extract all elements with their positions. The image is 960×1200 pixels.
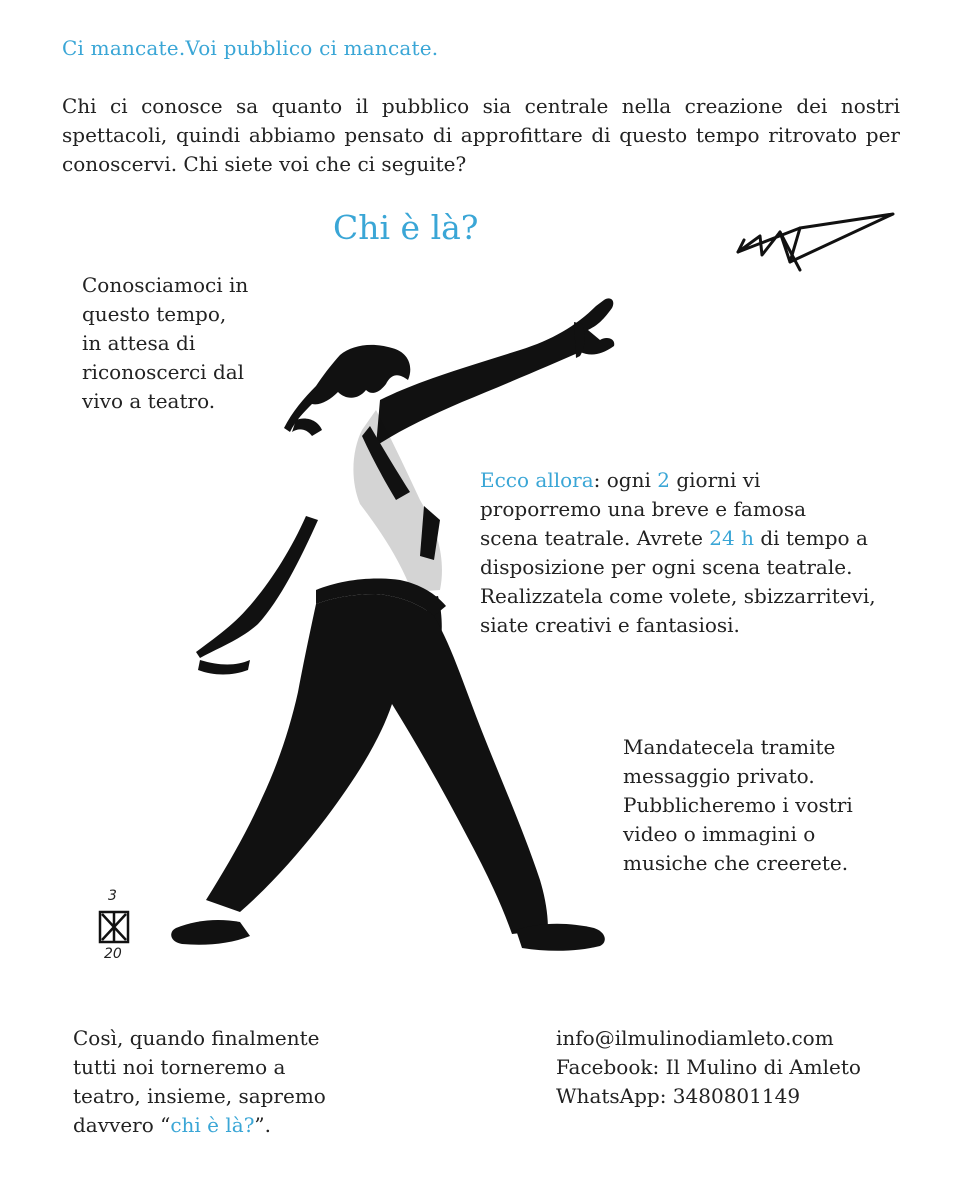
mid-line: siate creativi e fantasiosi. — [480, 613, 740, 637]
left-line: questo tempo, — [82, 302, 227, 326]
signature-number-top: 3 — [108, 888, 117, 904]
middle-text-block — [480, 466, 920, 640]
mid-text: giorni vi — [669, 468, 761, 492]
closing-line — [73, 1111, 373, 1140]
right-line: messaggio privato. — [623, 764, 815, 788]
right-line: Pubblicheremo i vostri — [623, 793, 853, 817]
signature-number-bottom: 20 — [104, 946, 122, 962]
contact-whatsapp[interactable]: WhatsApp: 3480801149 — [556, 1084, 801, 1108]
mid-line — [480, 466, 920, 495]
artist-signature-mark — [100, 912, 128, 942]
left-line: vivo a teatro. — [82, 389, 216, 413]
mid-line: proporremo una breve e famosa — [480, 497, 807, 521]
mid-text: : ogni — [593, 468, 658, 492]
chi-e-la-highlight: chi è là? — [170, 1113, 255, 1137]
headline: Chi è là? — [333, 208, 479, 247]
mid-line: disposizione per ogni scena teatrale. — [480, 555, 853, 579]
closing-text: davvero “ — [73, 1113, 171, 1137]
left-line: Conosciamoci in — [82, 273, 249, 297]
left-line: in attesa di — [82, 331, 196, 355]
right-line: musiche che creerete. — [623, 851, 849, 875]
ecco-allora-highlight: Ecco allora — [480, 468, 594, 492]
right-line: video o immagini o — [623, 822, 816, 846]
closing-line: Così, quando finalmente — [73, 1026, 320, 1050]
contact-facebook[interactable]: Facebook: Il Mulino di Amleto — [556, 1055, 861, 1079]
mid-text: scena teatrale. Avrete — [480, 526, 710, 550]
right-text-block — [623, 733, 903, 878]
left-text-block — [82, 271, 282, 416]
mid-text: di tempo a — [753, 526, 868, 550]
paper-airplane-icon — [738, 214, 893, 270]
mid-line: Realizzatela come volete, sbizzarritevi, — [480, 584, 876, 608]
intro-body: Chi ci conosce sa quanto il pubblico sia centrale nella creazione dei nostri spettacoli, quindi abbiamo pensato di approfittare di questo tempo ritrovato per conoscervi. Chi siete voi che ci seguite? — [62, 94, 900, 176]
intro-title: Ci mancate.Voi pubblico ci mancate. — [62, 36, 439, 60]
closing-line: tutti noi torneremo a — [73, 1055, 286, 1079]
contacts-block — [556, 1024, 916, 1111]
closing-text: ”. — [254, 1113, 272, 1137]
closing-line: teatro, insieme, sapremo — [73, 1084, 326, 1108]
hours-highlight: 24 h — [709, 526, 754, 550]
closing-text-block — [73, 1024, 373, 1140]
left-line: riconoscerci dal — [82, 360, 245, 384]
days-highlight: 2 — [657, 468, 670, 492]
mid-line — [480, 524, 920, 553]
right-line: Mandatecela tramite — [623, 735, 836, 759]
contact-email[interactable]: info@ilmulinodiamleto.com — [556, 1026, 834, 1050]
